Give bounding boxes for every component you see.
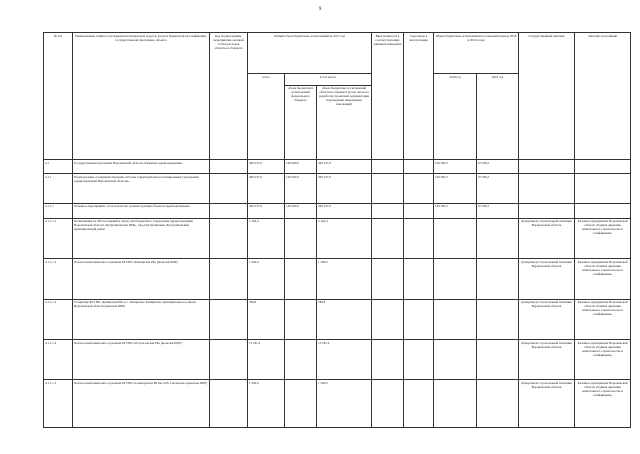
cell-y2018 — [434, 380, 477, 428]
cell-developer: Казенное предприятие Воронежской области «Единая дирекция капитального строительства и газификации» — [575, 259, 631, 299]
cell-customer: Департамент строительной политики Воронежской области — [519, 380, 575, 428]
header-customer: Государственный заказчик — [519, 33, 575, 160]
table-row — [44, 340, 631, 380]
header-incl: в том числе: — [285, 74, 372, 85]
cell-capacity — [372, 160, 404, 174]
cell-federal — [285, 218, 317, 258]
cell-developer — [575, 174, 631, 203]
cell-code — [210, 259, 248, 299]
header-regional: объем бюджетных ассигнований областного бюджета (в том числе на разработку проектной документации и проведение инженерных изысканий) — [317, 85, 372, 160]
cell-total: 400 237,9 — [248, 160, 285, 174]
cell-name: Патологоанатомическое отделение БУЗ ВО «Острогожская РБ» (включая ПИР) — [73, 340, 210, 380]
cell-y2018 — [434, 259, 477, 299]
cell-developer: Казенное предприятие Воронежской области «Единая дирекция капитального строительства и газификации» — [575, 340, 631, 380]
cell-code — [210, 340, 248, 380]
cell-y2019 — [477, 299, 519, 339]
cell-name: Патологоанатомическое отделение БУЗ ВО «Семилукская РБ им. А.В. Гончарова» (включая ПИР) — [73, 380, 210, 428]
table-row — [44, 259, 631, 299]
cell-y2018: 106 382,5 — [434, 203, 477, 218]
cell-customer: Департамент строительной политики Воронежской области — [519, 218, 575, 258]
cell-federal: 140 000,0 — [285, 174, 317, 203]
cell-code — [210, 218, 248, 258]
cell-total: 1 500,0 — [248, 259, 285, 299]
cell-federal — [285, 259, 317, 299]
cell-developer: Казенное предприятие Воронежской области «Единая дирекция капитального строительства и газификации» — [575, 218, 631, 258]
cell-num: 4.1.1.1.5 — [44, 380, 73, 428]
cell-term — [404, 203, 434, 218]
cell-y2019 — [477, 380, 519, 428]
cell-regional: 2 164,4 — [317, 218, 372, 258]
cell-term — [404, 218, 434, 258]
cell-term — [404, 259, 434, 299]
cell-capacity — [372, 218, 404, 258]
cell-name: Государственная программа Воронежской области «Развитие здравоохранения» — [73, 160, 210, 174]
cell-y2018: 106 382,5 — [434, 174, 477, 203]
cell-num: 4.1 — [44, 160, 73, 174]
cell-y2018 — [434, 218, 477, 258]
cell-developer — [575, 160, 631, 174]
cell-term — [404, 160, 434, 174]
cell-num: 4.1.1.1.3 — [44, 299, 73, 339]
header-code: Код подпрограммы, мероприятия, целевой статьи расходов областного бюджета — [210, 33, 248, 160]
cell-regional: 1 500,0 — [317, 259, 372, 299]
cell-code — [210, 299, 248, 339]
cell-name: Патологоанатомическое отделение БУЗ ВО «Каширская РБ» (включая ПИР) — [73, 259, 210, 299]
header-capacity: Ввод мощности в соответствующих единицах измерения — [372, 33, 404, 160]
cell-federal: 140 000,0 — [285, 160, 317, 174]
cell-total: 789,8 — [248, 299, 285, 339]
page-number: 9 — [318, 7, 322, 12]
cell-term — [404, 299, 434, 339]
header-developer: Заказчик-застройщик — [575, 33, 631, 160]
cell-num: 4.1.1.1 — [44, 203, 73, 218]
cell-term — [404, 340, 434, 380]
cell-regional: 789,8 — [317, 299, 372, 339]
header-2018: 2018 год — [434, 74, 477, 160]
cell-total: 400 237,9 — [248, 174, 285, 203]
cell-y2019 — [477, 340, 519, 380]
cell-capacity — [372, 340, 404, 380]
cell-name: Основное мероприятие «Строительство и реконструкция объектов здравоохранения» — [73, 203, 210, 218]
header-plan: Объем бюджетных ассигнований на плановый период 2018 и 2019 годов — [434, 33, 519, 74]
table-row — [44, 174, 631, 203]
header-total: всего — [248, 74, 285, 160]
cell-term — [404, 174, 434, 203]
cell-capacity — [372, 203, 404, 218]
cell-capacity — [372, 174, 404, 203]
cell-federal: 140 000,0 — [285, 203, 317, 218]
cell-num: 4.1.1.1.4 — [44, 340, 73, 380]
cell-customer — [519, 203, 575, 218]
cell-federal — [285, 299, 317, 339]
header-name: Наименование главного распорядителя бюджетных средств, раздела бюджетной классификации, государственной программы, объекта — [73, 33, 210, 160]
header-federal: объем бюджетных ассигнований федерального бюджета — [285, 85, 317, 160]
cell-capacity — [372, 299, 404, 339]
cell-total: 2 164,4 — [248, 218, 285, 258]
cell-name: Поликлиника на 500 посещений в смену для бюджетного учреждения здравоохранения Воронежской области «Бутурлиновская ЦРБ», город Бутурлиновка, Бутурлиновский муниципальный район — [73, 218, 210, 258]
cell-developer: Казенное предприятие Воронежской области «Единая дирекция капитального строительства и газификации» — [575, 380, 631, 428]
cell-total: 13 181,4 — [248, 340, 285, 380]
cell-num: 4.1.1.1.1 — [44, 218, 73, 258]
header-num: № п/п — [44, 33, 73, 160]
cell-y2019: 97 036,5 — [477, 174, 519, 203]
header-term: Срок ввода в эксплуатацию — [404, 33, 434, 160]
table-row — [44, 299, 631, 339]
cell-num: 4.1.1 — [44, 174, 73, 203]
table-row — [44, 218, 631, 258]
budget-table — [43, 32, 631, 428]
cell-capacity — [372, 259, 404, 299]
cell-y2019 — [477, 218, 519, 258]
cell-capacity — [372, 380, 404, 428]
cell-y2019 — [477, 259, 519, 299]
cell-y2018 — [434, 299, 477, 339]
table-row — [44, 160, 631, 174]
cell-developer — [575, 203, 631, 218]
cell-customer — [519, 174, 575, 203]
table-row — [44, 380, 631, 428]
cell-code — [210, 380, 248, 428]
cell-customer: Департамент строительной политики Воронежской области — [519, 259, 575, 299]
cell-y2019: 97 036,5 — [477, 203, 519, 218]
cell-regional: 1 500,0 — [317, 380, 372, 428]
cell-y2018: 106 382,5 — [434, 160, 477, 174]
cell-name: Стационар БУЗ ВО «Каширская РБ» в с. Каширское Каширского муниципального района Воронежской области (включая ПИР) — [73, 299, 210, 339]
cell-code — [210, 174, 248, 203]
cell-code — [210, 160, 248, 174]
cell-num: 4.1.1.1.2 — [44, 259, 73, 299]
cell-total: 400 237,9 — [248, 203, 285, 218]
cell-total: 1 500,0 — [248, 380, 285, 428]
header-total-2017: Общий объем бюджетных ассигнований на 2017 год — [248, 33, 372, 74]
cell-federal — [285, 340, 317, 380]
cell-customer: Департамент строительной политики Воронежской области — [519, 299, 575, 339]
cell-customer — [519, 160, 575, 174]
table-row — [44, 203, 631, 218]
cell-regional: 13 181,4 — [317, 340, 372, 380]
cell-name: Подпрограмма «Совершенствование системы территориального планирования учреждений здравоохранения Воронежской области» — [73, 174, 210, 203]
cell-federal — [285, 380, 317, 428]
cell-regional: 260 237,9 — [317, 160, 372, 174]
cell-y2019: 97 036,5 — [477, 160, 519, 174]
cell-customer: Департамент строительной политики Воронежской области — [519, 340, 575, 380]
cell-code — [210, 203, 248, 218]
cell-regional: 260 237,9 — [317, 203, 372, 218]
header-2019: 2019 год — [477, 74, 519, 160]
cell-y2018 — [434, 340, 477, 380]
cell-developer: Казенное предприятие Воронежской области «Единая дирекция капитального строительства и газификации» — [575, 299, 631, 339]
cell-term — [404, 380, 434, 428]
cell-regional: 260 237,9 — [317, 174, 372, 203]
